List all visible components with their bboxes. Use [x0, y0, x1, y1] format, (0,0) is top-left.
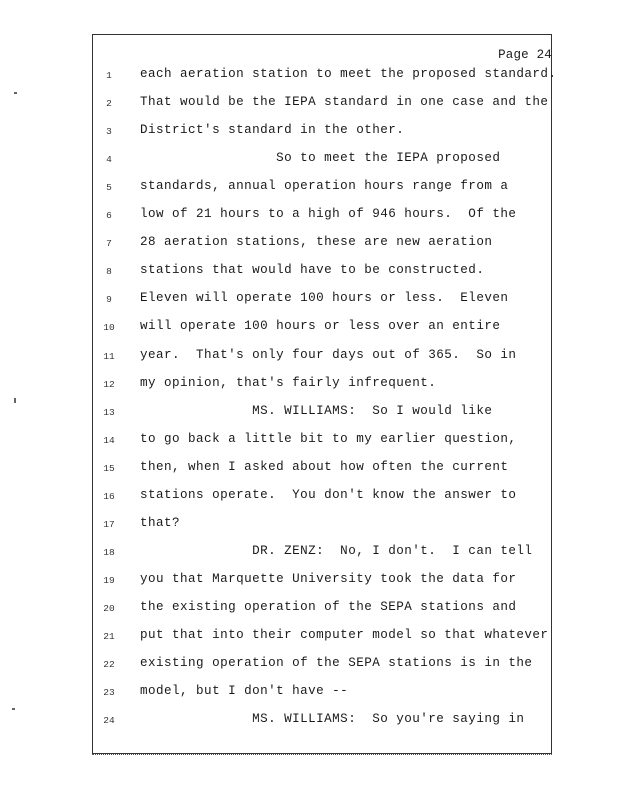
line-number: 2 — [106, 98, 112, 110]
line-text: year. That's only four days out of 365. So in — [140, 347, 517, 362]
line-text: standards, annual operation hours range from a — [140, 179, 509, 194]
line-number: 11 — [103, 350, 115, 362]
scan-speck — [12, 708, 15, 710]
line-text: the existing operation of the SEPA stations and — [140, 599, 517, 614]
line-text: 28 aeration stations, these are new aeration — [140, 235, 493, 250]
line-text: MS. WILLIAMS: So I would like — [140, 403, 493, 418]
transcript-line — [92, 319, 552, 339]
transcript-line — [92, 600, 552, 620]
line-text: MS. WILLIAMS: So you're saying in — [140, 712, 525, 727]
line-number: 16 — [103, 490, 115, 502]
transcript-line — [92, 572, 552, 592]
line-text: existing operation of the SEPA stations is in the — [140, 656, 533, 671]
line-text: that? — [140, 515, 181, 530]
transcript-line — [92, 460, 552, 480]
transcript-line — [92, 235, 552, 255]
line-text: my opinion, that's fairly infrequent. — [140, 375, 437, 390]
transcript-line — [92, 207, 552, 227]
line-number: 6 — [106, 210, 112, 222]
line-number: 15 — [103, 462, 115, 474]
transcript-line — [92, 404, 552, 424]
line-number: 8 — [106, 266, 112, 278]
line-text: DR. ZENZ: No, I don't. I can tell — [140, 543, 533, 558]
transcript-line — [92, 123, 552, 143]
line-number: 10 — [103, 322, 115, 334]
line-text: Eleven will operate 100 hours or less. Eleven — [140, 291, 509, 306]
line-number: 3 — [106, 126, 112, 138]
line-number: 1 — [106, 70, 112, 81]
line-text: put that into their computer model so that whatever — [140, 628, 549, 642]
transcript-line — [92, 376, 552, 396]
transcript-line — [92, 544, 552, 564]
line-number: 4 — [106, 154, 112, 166]
transcript-line — [92, 656, 552, 676]
line-text: each aeration station to meet the proposed standard. — [140, 67, 557, 81]
line-text: That would be the IEPA standard in one case and the — [140, 95, 549, 110]
line-number: 20 — [103, 602, 115, 614]
scan-speck — [14, 92, 17, 94]
line-number: 17 — [103, 518, 115, 530]
transcript-line — [92, 151, 552, 171]
line-text: District's standard in the other. — [140, 123, 405, 138]
line-number: 7 — [106, 238, 112, 250]
line-number: 18 — [103, 546, 115, 558]
line-text: stations that would have to be constructed. — [140, 263, 485, 278]
line-text: you that Marquette University took the data for — [140, 571, 517, 586]
transcript-line — [92, 432, 552, 452]
line-text: model, but I don't have -- — [140, 684, 349, 699]
line-text: stations operate. You don't know the answer to — [140, 487, 517, 502]
line-text: will operate 100 hours or less over an entire — [140, 319, 501, 334]
transcript-line — [92, 179, 552, 199]
transcript-line — [92, 516, 552, 536]
scan-speck — [14, 398, 16, 403]
transcript-line — [92, 67, 557, 87]
line-text: then, when I asked about how often the current — [140, 459, 509, 474]
transcript-line — [92, 488, 552, 508]
transcript-line — [92, 263, 552, 283]
line-text: low of 21 hours to a high of 946 hours. Of the — [140, 207, 517, 222]
transcript-line — [92, 628, 552, 648]
bottom-rule — [92, 754, 552, 756]
page-number: Page 24 — [498, 48, 552, 62]
line-number: 24 — [103, 715, 115, 727]
line-number: 13 — [103, 406, 115, 418]
transcript-line — [92, 684, 552, 704]
line-number: 22 — [103, 659, 115, 671]
line-number: 23 — [103, 687, 115, 699]
line-number: 12 — [103, 378, 115, 390]
line-number: 19 — [103, 574, 115, 586]
transcript-line — [92, 348, 552, 368]
line-number: 14 — [103, 434, 115, 446]
line-number: 5 — [106, 182, 112, 194]
transcript-line — [92, 712, 552, 732]
line-number: 9 — [106, 294, 112, 306]
line-number: 21 — [103, 631, 115, 642]
line-text: to go back a little bit to my earlier question, — [140, 431, 517, 446]
transcript-line — [92, 95, 552, 115]
transcript-line — [92, 291, 552, 311]
line-text: So to meet the IEPA proposed — [140, 151, 501, 166]
